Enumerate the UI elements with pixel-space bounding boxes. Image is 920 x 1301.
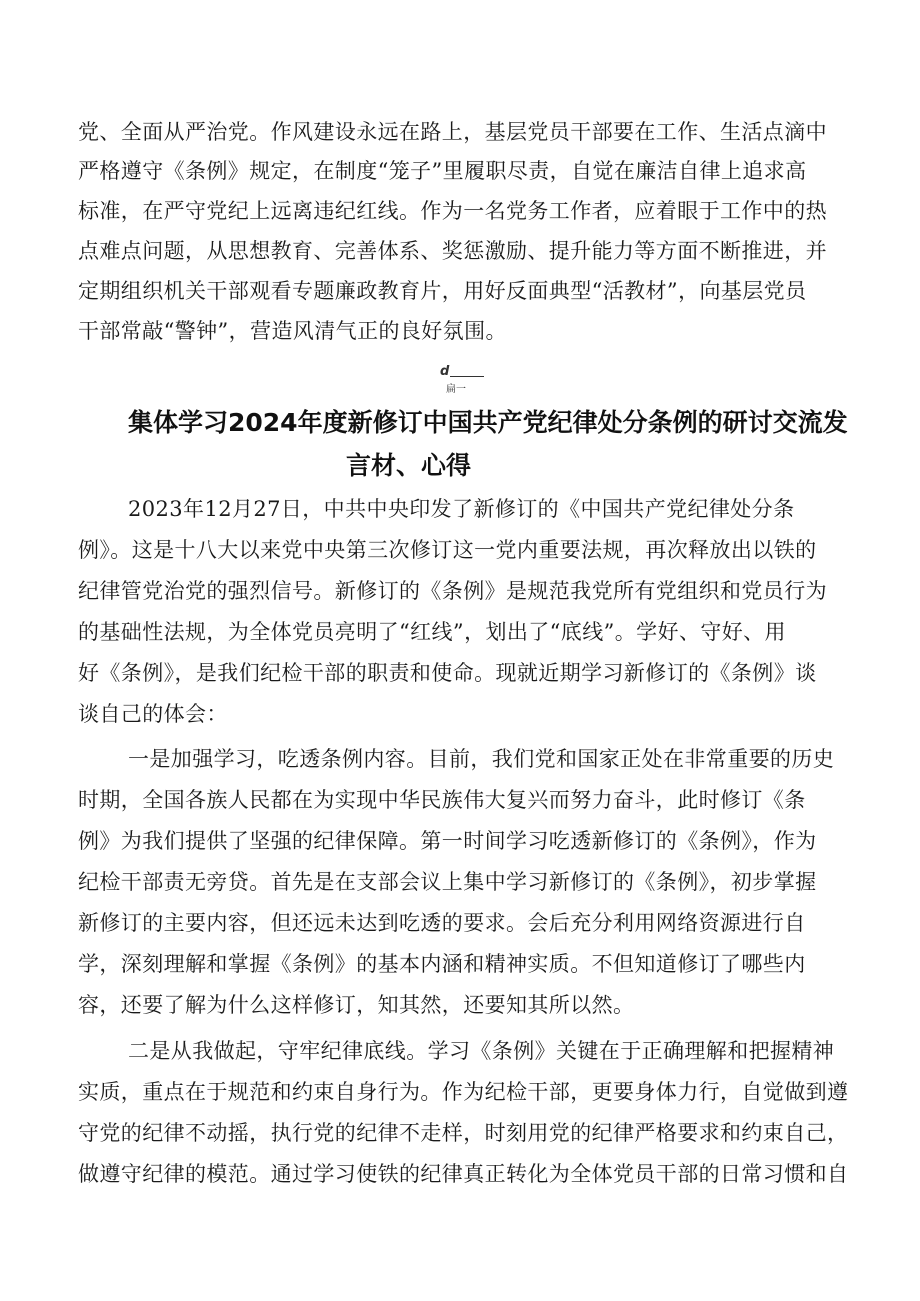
text-line: 干部常敲“警钟”，营造风清气正的良好氛围。 [78,319,507,343]
text-line: 点难点问题，从思想教育、完善体系、奖惩激励、提升能力等方面不断推进，并 [78,239,827,263]
article-title-line-2: 言材、心得 [346,451,472,480]
text-line: 守党的纪律不动摇，执行党的纪律不走样，时刻用党的纪律严格要求和约束自己， [78,1121,849,1145]
divider-rule [450,376,484,377]
text-line: 谈自己的体会： [78,702,228,726]
article-title-line-1: 集体学习2024年度新修订中国共产党纪律处分条例的研讨交流发 [128,408,848,437]
text-line: 定期组织机关干部观看专题廉政教育片，用好反面典型“活教材”，向基层党员 [78,279,807,303]
text-line: 做遵守纪律的模范。通过学习使铁的纪律真正转化为全体党员干部的日常习惯和自 [78,1162,849,1186]
text-line: 标准，在严守党纪上远离违纪红线。作为一名党务工作者，应着眼于工作中的热 [78,199,827,223]
text-line: 纪检干部责无旁贷。首先是在支部会议上集中学习新修订的《条例》，初步掌握 [78,870,817,894]
text-line: 二是从我做起，守牢纪律底线。学习《条例》关键在于正确理解和把握精神 [128,1039,835,1063]
text-line: 纪律管党治党的强烈信号。新修订的《条例》是规范我党所有党组织和党员行为 [78,579,827,603]
text-line: 2023年12月27日，中共中央印发了新修订的《中国共产党纪律处分条 [128,497,795,521]
text-line: 实质，重点在于规范和约束自身行为。作为纪检干部，更要身体力行，自觉做到遵 [78,1080,849,1104]
text-line: 的基础性法规，为全体党员亮明了“红线”，划出了“底线”。学好、守好、用 [78,620,786,644]
text-line: 例》为我们提供了坚强的纪律保障。第一时间学习吃透新修订的《条例》，作为 [78,829,817,853]
divider-sub-text: 扁一 [446,384,466,395]
text-line: 新修订的主要内容，但还远未达到吃透的要求。会后充分利用网络资源进行自 [78,911,806,935]
text-line: 一是加强学习，吃透条例内容。目前，我们党和国家正处在非常重要的历史 [128,747,835,771]
text-line: 学，深刻理解和掌握《条例》的基本内涵和精神实质。不但知道修订了哪些内 [78,952,806,976]
text-line: 例》。这是十八大以来党中央第三次修订这一党内重要法规，再次释放出以铁的 [78,538,817,562]
divider-mark: d [440,364,450,379]
text-line: 容，还要了解为什么这样修订，知其然，还要知其所以然。 [78,993,635,1017]
section-divider [440,364,486,394]
text-line: 严格遵守《条例》规定，在制度“笼子”里履职尽责，自觉在廉洁自律上追求高 [78,159,807,183]
text-line: 时期，全国各族人民都在为实现中华民族伟大复兴而努力奋斗，此时修订《条 [78,788,806,812]
text-line: 好《条例》，是我们纪检干部的职责和使命。现就近期学习新修订的《条例》谈 [78,661,817,685]
text-line: 党、全面从严治党。作风建设永远在路上，基层党员干部要在工作、生活点滴中 [78,120,827,144]
